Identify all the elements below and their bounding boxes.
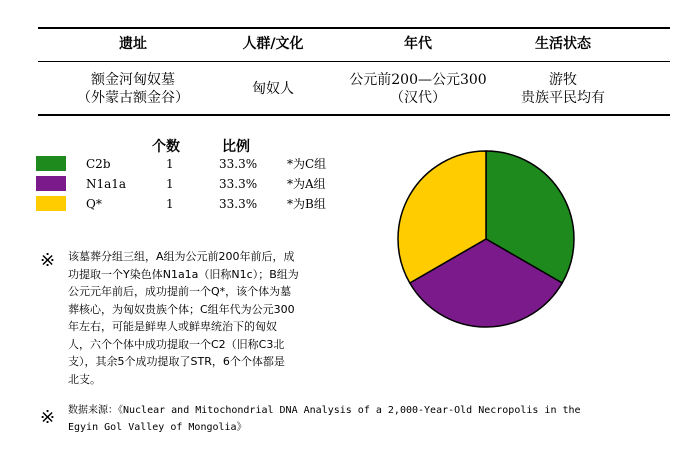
legend-percent: 33.3% xyxy=(219,157,258,171)
legend-count: 1 xyxy=(166,157,174,171)
note-line: 公元元年前后，成功提前一个Q*，该个体为墓 xyxy=(68,285,292,298)
site-line2: （外蒙古额金谷） xyxy=(77,90,189,106)
note-text xyxy=(68,248,358,388)
note-line: 年左右，可能是鲜卑人或鲜卑统治下的匈奴 xyxy=(68,320,277,333)
life-line1: 游牧 xyxy=(549,72,577,88)
note-line: 北支。 xyxy=(68,372,101,386)
legend-swatch xyxy=(36,176,66,191)
note-mark: ※ xyxy=(40,250,56,271)
header-age: 年代 xyxy=(404,36,432,52)
source-mark: ※ xyxy=(40,407,56,428)
table-header-rule xyxy=(38,61,670,62)
source-text xyxy=(68,402,688,436)
culture-cell: 匈奴人 xyxy=(252,81,294,97)
legend-percent: 33.3% xyxy=(219,197,258,211)
legend-count: 1 xyxy=(166,177,174,191)
legend-percent: 33.3% xyxy=(219,177,258,191)
count-header: 个数 xyxy=(152,139,180,155)
legend-label: C2b xyxy=(86,157,111,171)
legend-group-note: *为C组 xyxy=(287,157,327,171)
header-site: 遗址 xyxy=(119,36,147,52)
legend-swatch xyxy=(36,196,66,211)
source-line1: 数据来源：《Nuclear and Mitochondrial DNA Analysis of a 2,000-Year-Old Necropolis in the xyxy=(68,405,581,416)
ratio-header: 比例 xyxy=(222,139,250,155)
table-bottom-rule xyxy=(38,114,670,116)
header-culture: 人群/文化 xyxy=(242,36,304,52)
site-line1: 额金河匈奴墓 xyxy=(91,72,175,88)
legend-label: N1a1a xyxy=(86,177,127,191)
source-line2: Egyin Gol Valley of Mongolia》 xyxy=(68,422,247,433)
pie-chart xyxy=(395,148,577,330)
legend-label: Q* xyxy=(86,197,102,211)
legend-group-note: *为A组 xyxy=(287,177,326,191)
life-line2: 贵族平民均有 xyxy=(521,90,605,106)
age-line1: 公元前200—公元300 xyxy=(349,72,487,88)
header-life: 生活状态 xyxy=(535,36,591,52)
legend-swatch xyxy=(36,156,66,171)
note-line: 功提取一个Y染色体N1a1a（旧称N1c）；B组为 xyxy=(68,267,299,281)
note-line: 支），其余5个成功提取了STR，6个个体都是 xyxy=(68,355,285,368)
table-top-rule xyxy=(38,27,670,29)
note-line: 该墓葬分组三组，A组为公元前200年前后，成 xyxy=(68,250,295,263)
legend-count: 1 xyxy=(166,197,174,211)
note-line: 葬核心，为匈奴贵族个体；C组年代为公元300 xyxy=(68,302,295,316)
legend-group-note: *为B组 xyxy=(287,197,326,211)
age-line2: （汉代） xyxy=(390,90,446,106)
note-line: 人，六个个体中成功提取一个C2（旧称C3北 xyxy=(68,337,285,351)
